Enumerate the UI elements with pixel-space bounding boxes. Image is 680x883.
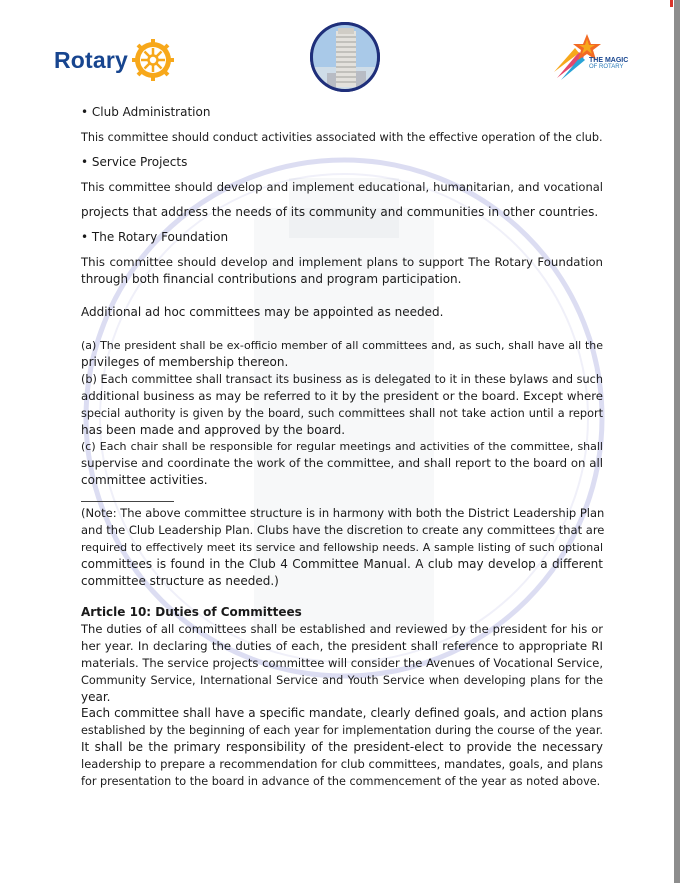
- duties-line-4: Community Service, International Service and Youth Service when developing plans for the: [81, 674, 603, 687]
- page-edge: [674, 0, 680, 883]
- paragraph-b-line-1: (b) Each committee shall transact its business as is delegated to it in these bylaws and such: [81, 373, 603, 386]
- rotary-logo: [54, 38, 175, 82]
- note-line-1: (Note: The above committee structure is in harmony with both the District Leadership Plan: [81, 506, 605, 520]
- magic-logo-text: [589, 57, 628, 71]
- duties-line-3: materials. The service projects committee will consider the Avenues of Vocational Service,: [81, 656, 603, 670]
- paragraph-c-line-3: committee activities.: [81, 473, 208, 487]
- service-projects-text-1: This committee should develop and implement educational, humanitarian, and vocational: [81, 180, 603, 194]
- adhoc-committees-text: Additional ad hoc committees may be appointed as needed.: [81, 305, 444, 319]
- duties-line-1: The duties of all committees shall be established and reviewed by the president for his or: [81, 622, 603, 636]
- bullet-rotary-foundation: • The Rotary Foundation: [81, 230, 229, 244]
- paragraph-a-line-2: privileges of membership thereon.: [81, 355, 289, 369]
- club-administration-text: This committee should conduct activities associated with the effective operation of the club.: [81, 131, 603, 144]
- duties-line-2: her year. In declaring the duties of each, the president shall reference to appropriate RI: [81, 639, 603, 653]
- duties-line-5: year.: [81, 690, 111, 704]
- mandate-line-4: leadership to prepare a recommendation for club committees, mandates, goals, and plans: [81, 757, 603, 771]
- bullet-club-administration: • Club Administration: [81, 105, 211, 119]
- foundation-text-1: This committee should develop and implement plans to support The Rotary Foundation: [81, 255, 603, 269]
- mandate-line-5: for presentation to the board in advance of the commencement of the year as noted above.: [81, 775, 601, 788]
- paragraph-b-line-3: special authority is given by the board, such committees shall not take action until a report: [81, 407, 603, 420]
- note-line-3: required to effectively meet its service and fellowship needs. A sample listing of such optional: [81, 541, 603, 554]
- rotary-wheel-icon: [131, 38, 175, 82]
- corner-mark: [670, 0, 673, 7]
- magic-logo-line1: THE MAGIC: [589, 57, 629, 64]
- shooting-star-icon: [551, 26, 641, 82]
- magic-of-rotary-logo: [551, 26, 641, 82]
- service-projects-text-2: projects that address the needs of its community and communities in other countries.: [81, 205, 599, 219]
- magic-logo-line2: OF ROTARY: [589, 64, 624, 70]
- paragraph-c-line-1: (c) Each chair shall be responsible for regular meetings and activities of the committee, shall: [81, 440, 603, 453]
- mandate-line-3: It shall be the primary responsibility of the president-elect to provide the necessary: [81, 740, 603, 754]
- mandate-line-2: established by the beginning of each year for implementation during the course of the year.: [81, 724, 603, 737]
- note-line-5: committee structure as needed.): [81, 574, 279, 588]
- paragraph-b-line-2: additional business as may be referred to it by the president or the board. Except where: [81, 389, 603, 403]
- foundation-text-2: through both financial contributions and program participation.: [81, 272, 462, 286]
- paragraph-c-line-2: supervise and coordinate the work of the committee, and shall report to the board on all: [81, 456, 603, 470]
- paragraph-b-line-4: has been made and approved by the board.: [81, 423, 346, 437]
- paragraph-a-line-1: (a) The president shall be ex-officio member of all committees and, as such, shall have all the: [81, 339, 603, 352]
- rotary-wordmark: Rotary: [54, 46, 129, 73]
- footnote-separator: [81, 501, 174, 502]
- mandate-line-1: Each committee shall have a specific mandate, clearly defined goals, and action plans: [81, 706, 603, 720]
- note-line-4: committees is found in the Club 4 Committee Manual. A club may develop a different: [81, 557, 603, 571]
- note-line-2: and the Club Leadership Plan. Clubs have the discretion to create any committees that are: [81, 523, 605, 537]
- building-badge: [309, 21, 381, 93]
- article-10-heading: Article 10: Duties of Committees: [81, 605, 302, 619]
- bullet-service-projects: • Service Projects: [81, 155, 188, 169]
